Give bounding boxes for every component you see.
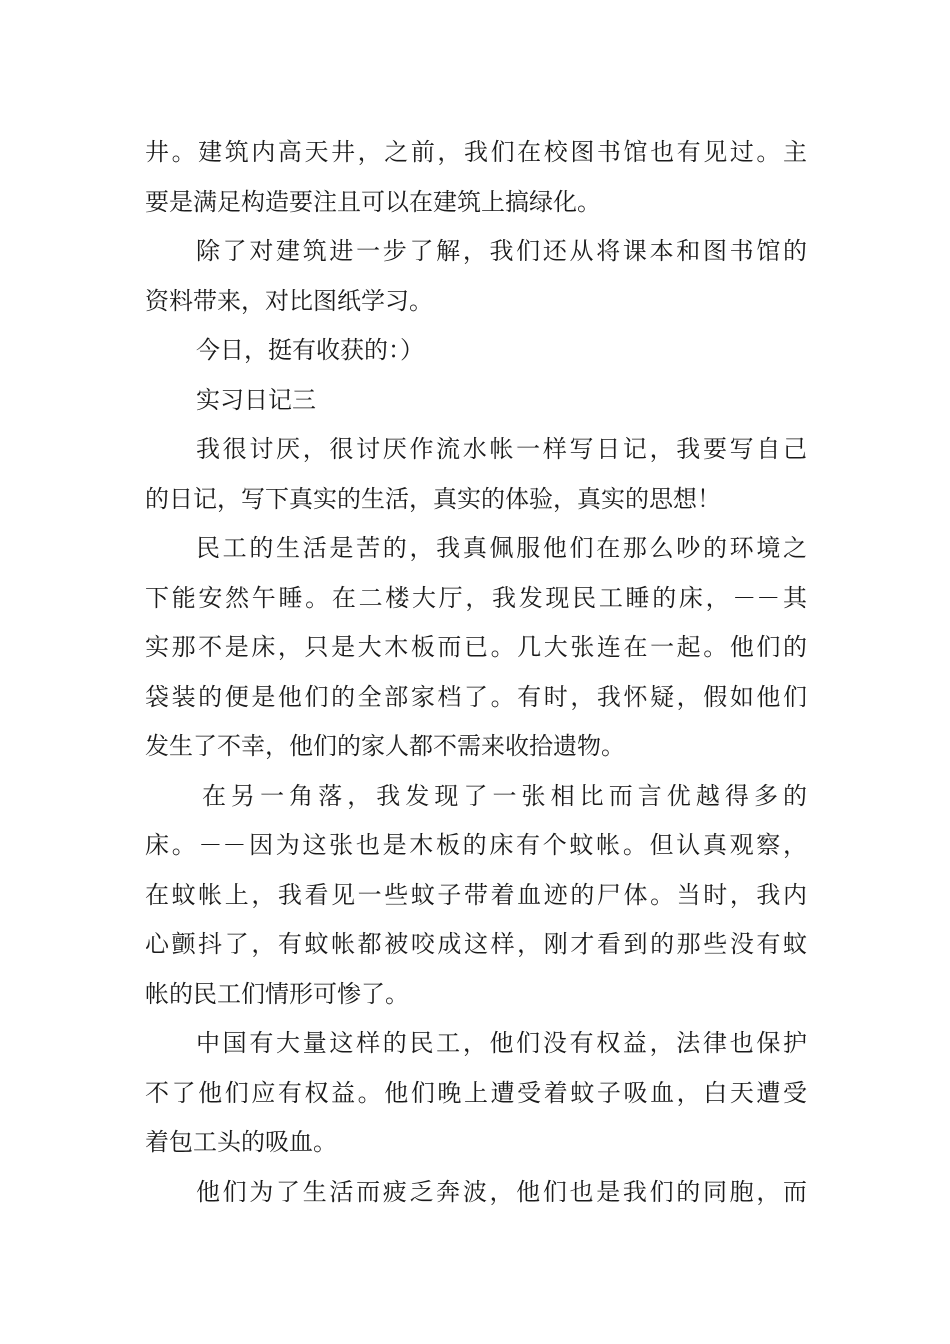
text-line: 在蚊帐上，我看见一些蚊子带着血迹的尸体。当时，我内 (145, 880, 807, 909)
text-line: 除了对建筑进一步了解，我们还从将课本和图书馆的 (196, 237, 807, 265)
text-line: 他们为了生活而疲乏奔波，他们也是我们的同胞，而 (196, 1177, 807, 1206)
text-line: 中国有大量这样的民工，他们没有权益，法律也保护 (196, 1029, 807, 1057)
text-line: 发生了不幸，他们的家人都不需来收拾遗物。 (145, 732, 625, 760)
text-line: 要是满足构造要注且可以在建筑上搞绿化。 (145, 187, 601, 216)
text-line: 床。－－因为这张也是木板的床有个蚊帐。但认真观察， (145, 831, 807, 859)
text-line: 今日，挺有收获的：） (196, 336, 424, 364)
text-line: 资料带来，对比图纸学习。 (145, 286, 433, 315)
text-line: 在另一角落，我发现了一张相比而言优越得多的 (202, 781, 807, 810)
text-line: 实那不是床，只是大木板而已。几大张连在一起。他们的 (145, 633, 807, 661)
text-line: 心颤抖了，有蚊帐都被咬成这样，刚才看到的那些没有蚊 (145, 930, 807, 958)
text-line: 井。建筑内高天井，之前，我们在校图书馆也有见过。主 (145, 138, 807, 166)
text-line: 帐的民工们情形可惨了。 (145, 979, 409, 1008)
text-line: 民工的生活是苦的，我真佩服他们在那么吵的环境之 (196, 534, 807, 562)
text-line: 我很讨厌，很讨厌作流水帐一样写日记，我要写自己 (196, 435, 807, 463)
text-line: 的日记，写下真实的生活，真实的体验，真实的思想！ (145, 484, 721, 513)
text-line: 着包工头的吸血。 (145, 1128, 337, 1156)
section-heading: 实习日记三 (196, 385, 316, 414)
text-line: 袋装的便是他们的全部家档了。有时，我怀疑，假如他们 (145, 682, 807, 711)
text-line: 不了他们应有权益。他们晚上遭受着蚊子吸血，白天遭受 (145, 1078, 807, 1107)
text-line: 下能安然午睡。在二楼大厅，我发现民工睡的床，－－其 (145, 583, 807, 612)
document-body (145, 128, 807, 1217)
